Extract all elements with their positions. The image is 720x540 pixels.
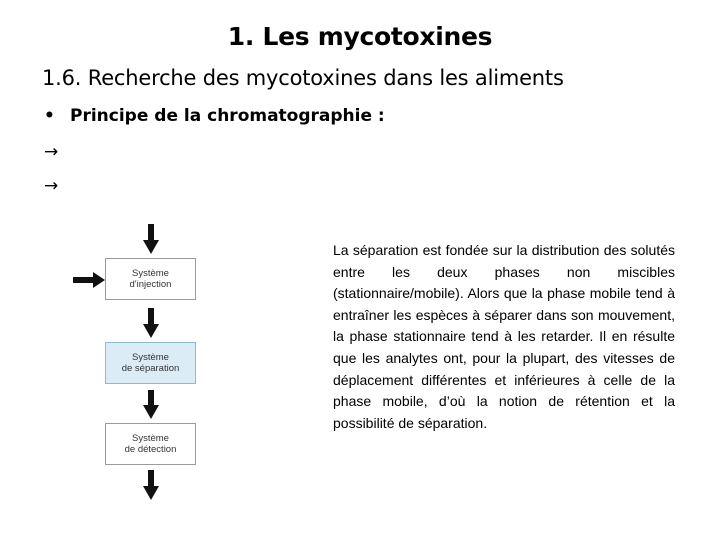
- arrow-down-icon-4: [143, 470, 159, 500]
- arrow-down-icon-3: [143, 390, 159, 419]
- arrow-item-1: →: [44, 142, 59, 162]
- explanation-paragraph: La séparation est fondée sur la distribution des solutés entre les deux phases non miscibles (stationnaire/mobile). Alors que la phase mobile tend à entraîner les espèces à séparer dans son mouvement, la phase stationnaire tend à les retarder. Il en résulte que les analytes ont, pour la plupart, des vitesses de déplacement différentes et inférieures à celle de la phase mobile, d’où la notion de rétention et la possibilité de séparation.: [333, 242, 675, 431]
- arrow-down-icon-1: [143, 224, 159, 254]
- bullet-text: Principe de la chromatographie :: [70, 106, 385, 126]
- slide-subtitle: 1.6. Recherche des mycotoxines dans les aliments: [42, 66, 564, 90]
- arrow-right-icon: [73, 272, 105, 288]
- slide-title: 1. Les mycotoxines: [227, 22, 493, 51]
- arrow-down-icon-2: [143, 308, 159, 338]
- injection-system-box: Système d'injection: [105, 258, 196, 300]
- chromatography-diagram: [60, 220, 210, 510]
- separation-system-box: Système de séparation: [105, 342, 196, 384]
- arrow-item-2: →: [44, 176, 59, 196]
- detection-system-box: Système de détection: [105, 423, 196, 465]
- bullet-dot: •: [44, 106, 55, 126]
- bullet-item: [44, 106, 385, 126]
